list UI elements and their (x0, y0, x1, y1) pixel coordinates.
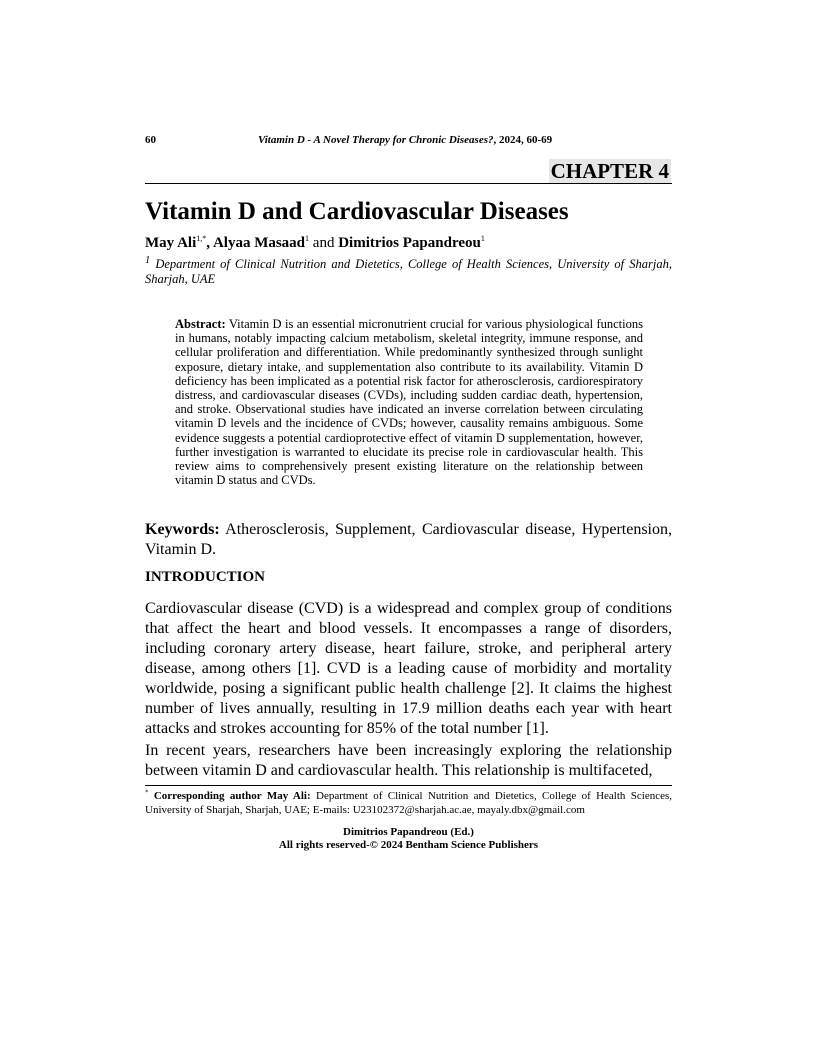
abstract (175, 317, 643, 487)
abstract-label: Abstract: (175, 317, 226, 331)
author-sup: 1 (480, 234, 485, 243)
footnote-label: Corresponding author May Ali: (148, 790, 311, 803)
footnote-rule (145, 785, 672, 786)
page-footer (145, 826, 672, 852)
chapter-title: Vitamin D and Cardiovascular Diseases (145, 198, 569, 225)
running-header (145, 133, 672, 147)
author-and: and (309, 235, 339, 251)
page-column (145, 0, 672, 852)
author-name: Dimitrios Papandreou (338, 235, 481, 251)
footnote-text: Department of Clinical Nutrition and Dietetics, College of Health Sciences, University of Sharjah, Sharjah, UAE; E-mails: U23102372@sharjah.ac.ae, mayaly.dbx@gmail.com (145, 790, 672, 817)
affiliation-sup: 1 (145, 254, 151, 266)
author-name: Alyaa Masaad (212, 235, 306, 251)
keywords (145, 520, 672, 560)
book-title (258, 133, 552, 147)
footnote (145, 789, 672, 817)
footer-editor: Dimitrios Papandreou (Ed.) (343, 826, 474, 839)
affiliation-text: Department of Clinical Nutrition and Dietetics, College of Health Sciences, University of Sharjah, Sharjah, UAE (145, 257, 672, 286)
body-paragraph: In recent years, researchers have been increasingly exploring the relationship between vitamin D and cardiovascular health. This relationship is multifaceted, (145, 742, 672, 780)
book-title-text: Vitamin D - A Novel Therapy for Chronic Diseases? (258, 134, 494, 146)
keywords-label: Keywords: (145, 521, 220, 539)
chapter-label-row (145, 159, 672, 183)
affiliation (145, 254, 672, 287)
header-rule (145, 183, 672, 184)
author-sup: 1,* (196, 234, 207, 243)
body-paragraph: Cardiovascular disease (CVD) is a widespread and complex group of conditions that affect the heart and blood vessels. It encompasses a range of disorders, including coronary artery disease, heart failure, stroke, and peripheral artery disease, among others [1]. CVD is a leading cause of morbidity and mortality worldwide, posing a significant public health challenge [2]. It claims the highest number of lives annually, resulting in 17.9 million deaths each year with heart attacks and strokes accounting for 85% of the total number [1]. (145, 600, 672, 738)
page-number: 60 (145, 134, 156, 146)
keywords-text: Atherosclerosis, Supplement, Cardiovascular disease, Hypertension, Vitamin D. (145, 521, 672, 559)
book-info: , 2024, 60-69 (493, 134, 553, 146)
author-sep: , (206, 235, 213, 251)
author-name: May Ali (145, 235, 197, 251)
abstract-text: Vitamin D is an essential micronutrient crucial for various physiological functions in humans, notably impacting calcium metabolism, skeletal integrity, immune response, and cellular proliferation and differentiation. While predominantly synthesized through sunlight exposure, dietary intake, and supplementation also contribute to its availability. Vitamin D deficiency has been implicated as a potential risk factor for atherosclerosis, cardiorespiratory distress, and cardiovascular diseases (CVDs), including sudden cardiac death, hypertension, and stroke. Observational studies have indicated an inverse correlation between circulating vitamin D levels and the incidence of CVDs; however, causality remains ambiguous. Some evidence suggests a potential cardioprotective effect of vitamin D supplementation, however, further investigation is warranted to elucidate its precise role in cardiovascular health. This review aims to comprehensively present existing literature on the relationship between vitamin D status and CVDs. (175, 317, 643, 488)
section-heading: INTRODUCTION (145, 569, 266, 586)
chapter-label: CHAPTER 4 (550, 159, 669, 183)
author-list (145, 233, 672, 253)
footnote-sup: * (145, 788, 149, 797)
author-sup: 1 (305, 234, 310, 243)
footer-rights: All rights reserved-© 2024 Bentham Science Publishers (278, 839, 539, 852)
